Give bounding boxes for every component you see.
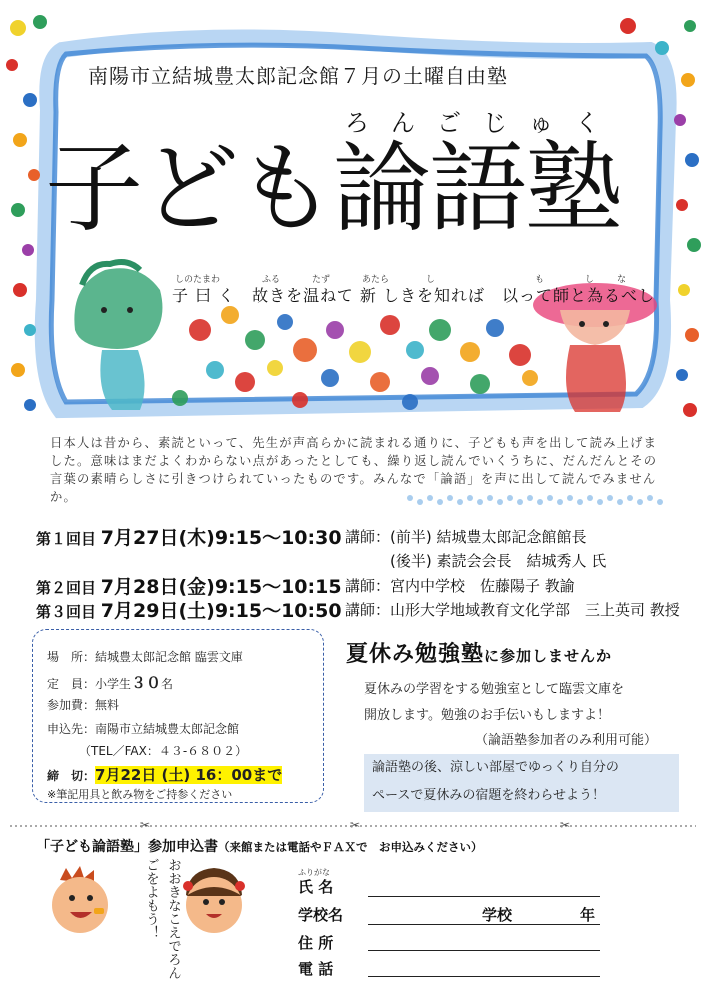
phone-field[interactable]	[368, 976, 600, 977]
session-number: 第１回目	[36, 530, 97, 548]
name-label: 氏 名	[298, 878, 334, 896]
lecturer-name: (前半) 結城豊太郎記念館館長	[390, 528, 587, 546]
deadline-value: 7月22日 (土) 16：00まで	[95, 766, 283, 784]
info-place: 場 所：結城豊太郎記念館 臨雲文庫	[47, 650, 243, 664]
school-label: 学校名	[298, 906, 344, 924]
lecturer-label: 講師：	[345, 601, 391, 619]
furigana-label: ふりがな	[298, 868, 330, 877]
phone-label: 電 話	[298, 960, 334, 978]
analects-quote: 子 曰 く 故きを温ねて 新 しきを知れば 以って師と為るべし	[172, 286, 655, 305]
name-field[interactable]	[368, 896, 600, 897]
address-field[interactable]	[368, 950, 600, 951]
session-1	[36, 523, 342, 550]
summer-callout-1: 論語塾の後、涼しい部屋でゆっくり自分の	[372, 760, 619, 775]
quote-ruby: な	[617, 275, 627, 285]
scissors-icon: ✂	[140, 818, 151, 832]
capacity-unit: 名	[161, 677, 174, 691]
quote-ruby: も	[535, 275, 545, 285]
page-title: 子ども論語塾	[45, 132, 622, 246]
school-field[interactable]	[368, 924, 600, 925]
session-datetime: 7月27日(木)9:15～10:30	[100, 527, 342, 549]
session-datetime: 7月29日(土)9:15～10:50	[100, 600, 342, 622]
session-number: 第２回目	[36, 579, 97, 597]
grade-suffix: 年	[580, 906, 596, 924]
session-3	[36, 596, 342, 623]
info-box	[32, 629, 324, 803]
summer-callout	[364, 754, 679, 812]
info-fee: 参加費：無料	[47, 698, 120, 712]
summer-title-sub: に参加しませんか	[484, 647, 613, 665]
school-suffix: 学校	[482, 906, 513, 924]
lecturer-name: 山形大学地域教育文化学部 三上英司 教授	[390, 601, 680, 619]
lecturer-name: 宮内中学校 佐藤陽子 教諭	[390, 577, 575, 595]
session-2-lecturer	[345, 575, 575, 596]
title-ruby: ろんごじゅく	[345, 109, 621, 137]
quote-ruby: しのたまわ	[175, 275, 221, 285]
quote-ruby: たず	[312, 275, 331, 285]
session-datetime: 7月28日(金)9:15～10:15	[100, 576, 342, 598]
mascot-speech: おおきなこえでろんごをよもう！	[143, 858, 181, 980]
capacity-label: 定 員：小学生	[47, 677, 132, 691]
info-capacity	[47, 672, 173, 693]
summer-text-3: （論語塾参加者のみ利用可能）	[475, 733, 658, 748]
info-apply: 申込先：南陽市立結城豊太郎記念館	[47, 722, 240, 736]
quote-ruby: あたら	[362, 275, 390, 285]
quote-ruby: ふる	[262, 275, 281, 285]
summer-text-1: 夏休みの学習をする勉強室として臨雲文庫を	[364, 682, 625, 697]
summer-text-2: 開放します。勉強のお手伝いもしますよ！	[364, 708, 610, 723]
scissors-icon: ✂	[560, 818, 571, 832]
form-title-text: 「子ども論語塾」参加申込書	[36, 839, 218, 855]
scissors-icon: ✂	[350, 818, 361, 832]
intro-paragraph: 日本人は昔から、素読といって、先生が声高らかに読まれる通りに、子どもも声を出して読み上げました。意味はまだよくわからない点があったとしても、繰り返し読んでいくうちに、だんだんとその言葉の素晴らしさに引きつけられていったものです。みんなで「論語」を声に出して読んでみませんか。	[50, 436, 658, 504]
mascot-girl-face	[183, 868, 245, 933]
lecturer-label: 講師：	[345, 528, 391, 546]
mascot-boy-face	[52, 866, 108, 933]
summer-title	[346, 637, 612, 668]
form-title	[36, 836, 483, 856]
session-number: 第３回目	[36, 603, 97, 621]
address-label: 住 所	[298, 934, 334, 952]
session-1-lecturer-2: (後半) 素読会会長 結城秀人 氏	[390, 552, 607, 570]
summer-callout-2: ペースで夏休みの宿題を終わらせよう！	[372, 788, 605, 803]
info-deadline	[47, 764, 282, 785]
session-1-lecturer	[345, 526, 587, 547]
quote-ruby: し	[585, 275, 595, 285]
session-3-lecturer	[345, 599, 680, 620]
deadline-label: 締 切：	[47, 769, 96, 783]
form-note: （来館または電話やＦＡＸで お申込みください）	[218, 840, 483, 854]
summer-title-main: 夏休み勉強塾	[346, 642, 485, 667]
session-2	[36, 572, 342, 599]
capacity-number: ３０	[131, 674, 162, 692]
quote-ruby: し	[426, 275, 436, 285]
info-note: ※筆記用具と飲み物をご持参ください	[47, 788, 233, 801]
event-line: 南陽市立結城豊太郎記念館７月の土曜自由塾	[88, 64, 508, 88]
info-tel: （TEL／FAX：４３-６８０２）	[79, 744, 248, 758]
lecturer-label: 講師：	[345, 577, 391, 595]
